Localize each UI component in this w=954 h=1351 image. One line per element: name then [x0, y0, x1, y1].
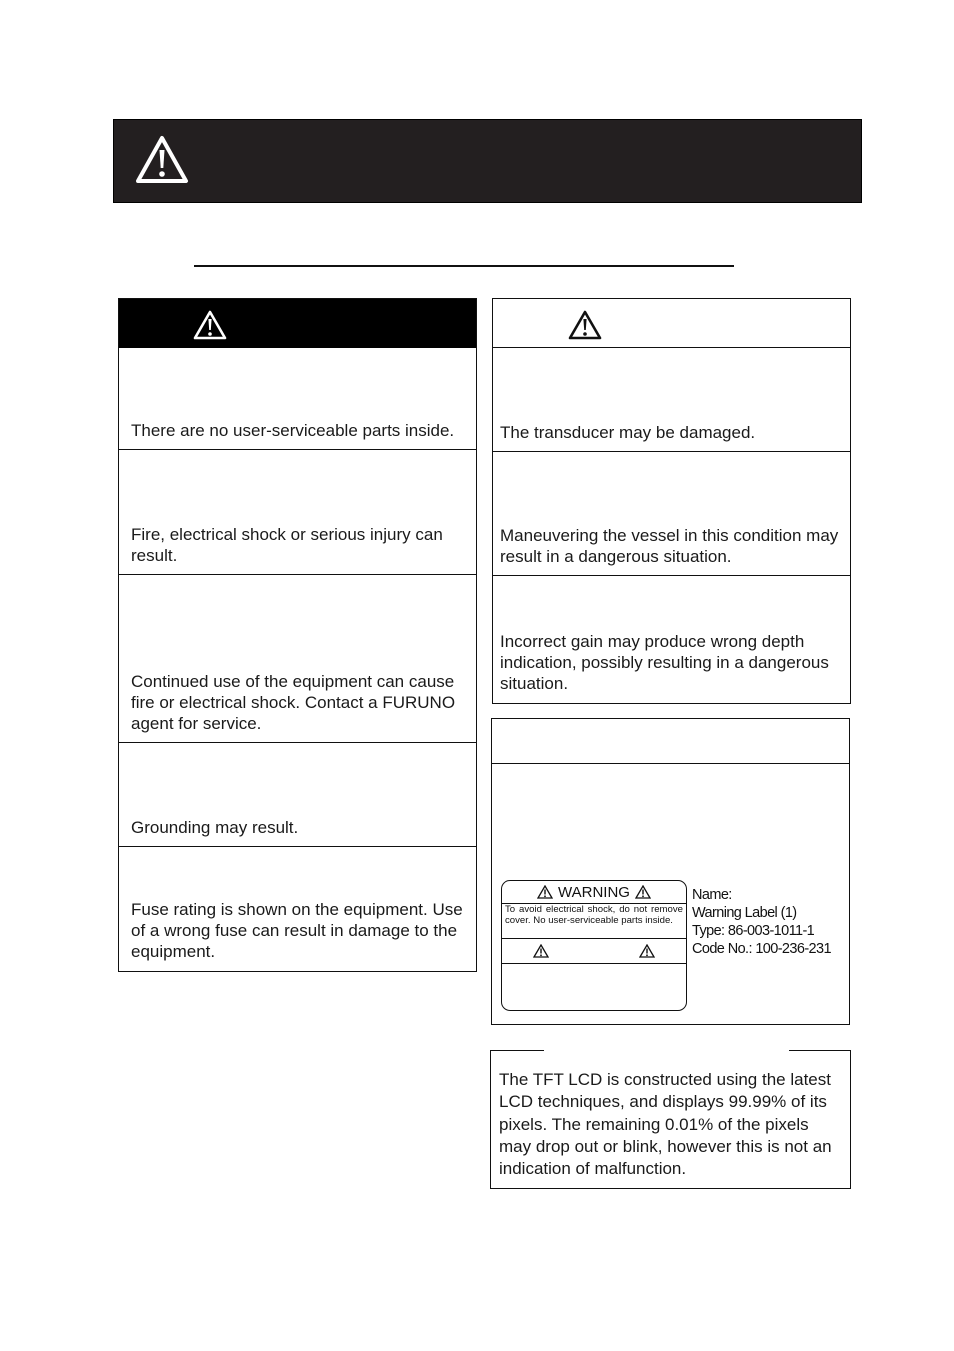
item-text: Continued use of the equipment can cause fire or electrical shock. Contact a FURUNO agent for service.: [131, 672, 456, 733]
item-text: Incorrect gain may produce wrong depth indication, possibly resulting in a dangerous situation.: [500, 632, 829, 693]
label-title: Warning Label (1): [692, 905, 797, 921]
caution-panel-right: [492, 298, 851, 704]
panel-header: [119, 299, 476, 348]
item-text: The transducer may be damaged.: [500, 423, 756, 442]
item-text: Grounding may result.: [131, 818, 299, 837]
sticker-secondary-row: [502, 939, 686, 964]
warning-triangle-icon: [134, 134, 190, 186]
warning-panel-left: [118, 298, 477, 972]
panel-header: [492, 719, 849, 764]
label-code: Code No.: 100-236-231: [692, 941, 831, 957]
list-item: [119, 846, 476, 971]
label-meta: [692, 886, 831, 958]
warning-triangle-icon: [192, 309, 228, 341]
panel-header: [493, 299, 850, 348]
list-item: [119, 348, 476, 450]
list-item: [119, 449, 476, 575]
warning-label-panel: [491, 718, 850, 1025]
sticker-heading-text: WARNING: [558, 883, 630, 901]
lcd-note-box: [490, 1050, 851, 1189]
section-underline: [194, 265, 734, 267]
title-gap: [544, 1048, 789, 1054]
list-item: [493, 348, 850, 452]
list-item: [119, 742, 476, 847]
warning-triangle-icon: [537, 885, 553, 899]
list-item: [119, 574, 476, 743]
sticker-heading: [502, 881, 686, 904]
item-text: Fire, electrical shock or serious injury can result.: [131, 525, 443, 565]
warning-triangle-icon: [635, 885, 651, 899]
warning-triangle-icon: [567, 309, 603, 341]
item-text: Fuse rating is shown on the equipment. Use of a wrong fuse can result in damage to the equipment.: [131, 900, 463, 961]
sticker-body: To avoid electrical shock, do not remove cover. No user-serviceable parts inside.: [502, 903, 686, 939]
item-text: Maneuvering the vessel in this condition may result in a dangerous situation.: [500, 526, 839, 566]
item-text: There are no user-serviceable parts inside.: [131, 421, 455, 440]
lcd-note-text: The TFT LCD is constructed using the latest LCD techniques, and displays 99.99% of its pixels. The remaining 0.01% of the pixels may drop out or blink, however this is not an indication of malfunction.: [499, 1070, 832, 1179]
label-type: Type: 86-003-1011-1: [692, 923, 815, 939]
warning-triangle-icon: [533, 944, 549, 958]
warning-label-sticker: [501, 880, 687, 1011]
label-name: Name:: [692, 887, 732, 903]
warning-triangle-icon: [639, 944, 655, 958]
list-item: [493, 451, 850, 576]
safety-banner: [113, 119, 862, 203]
list-item: [493, 575, 850, 703]
